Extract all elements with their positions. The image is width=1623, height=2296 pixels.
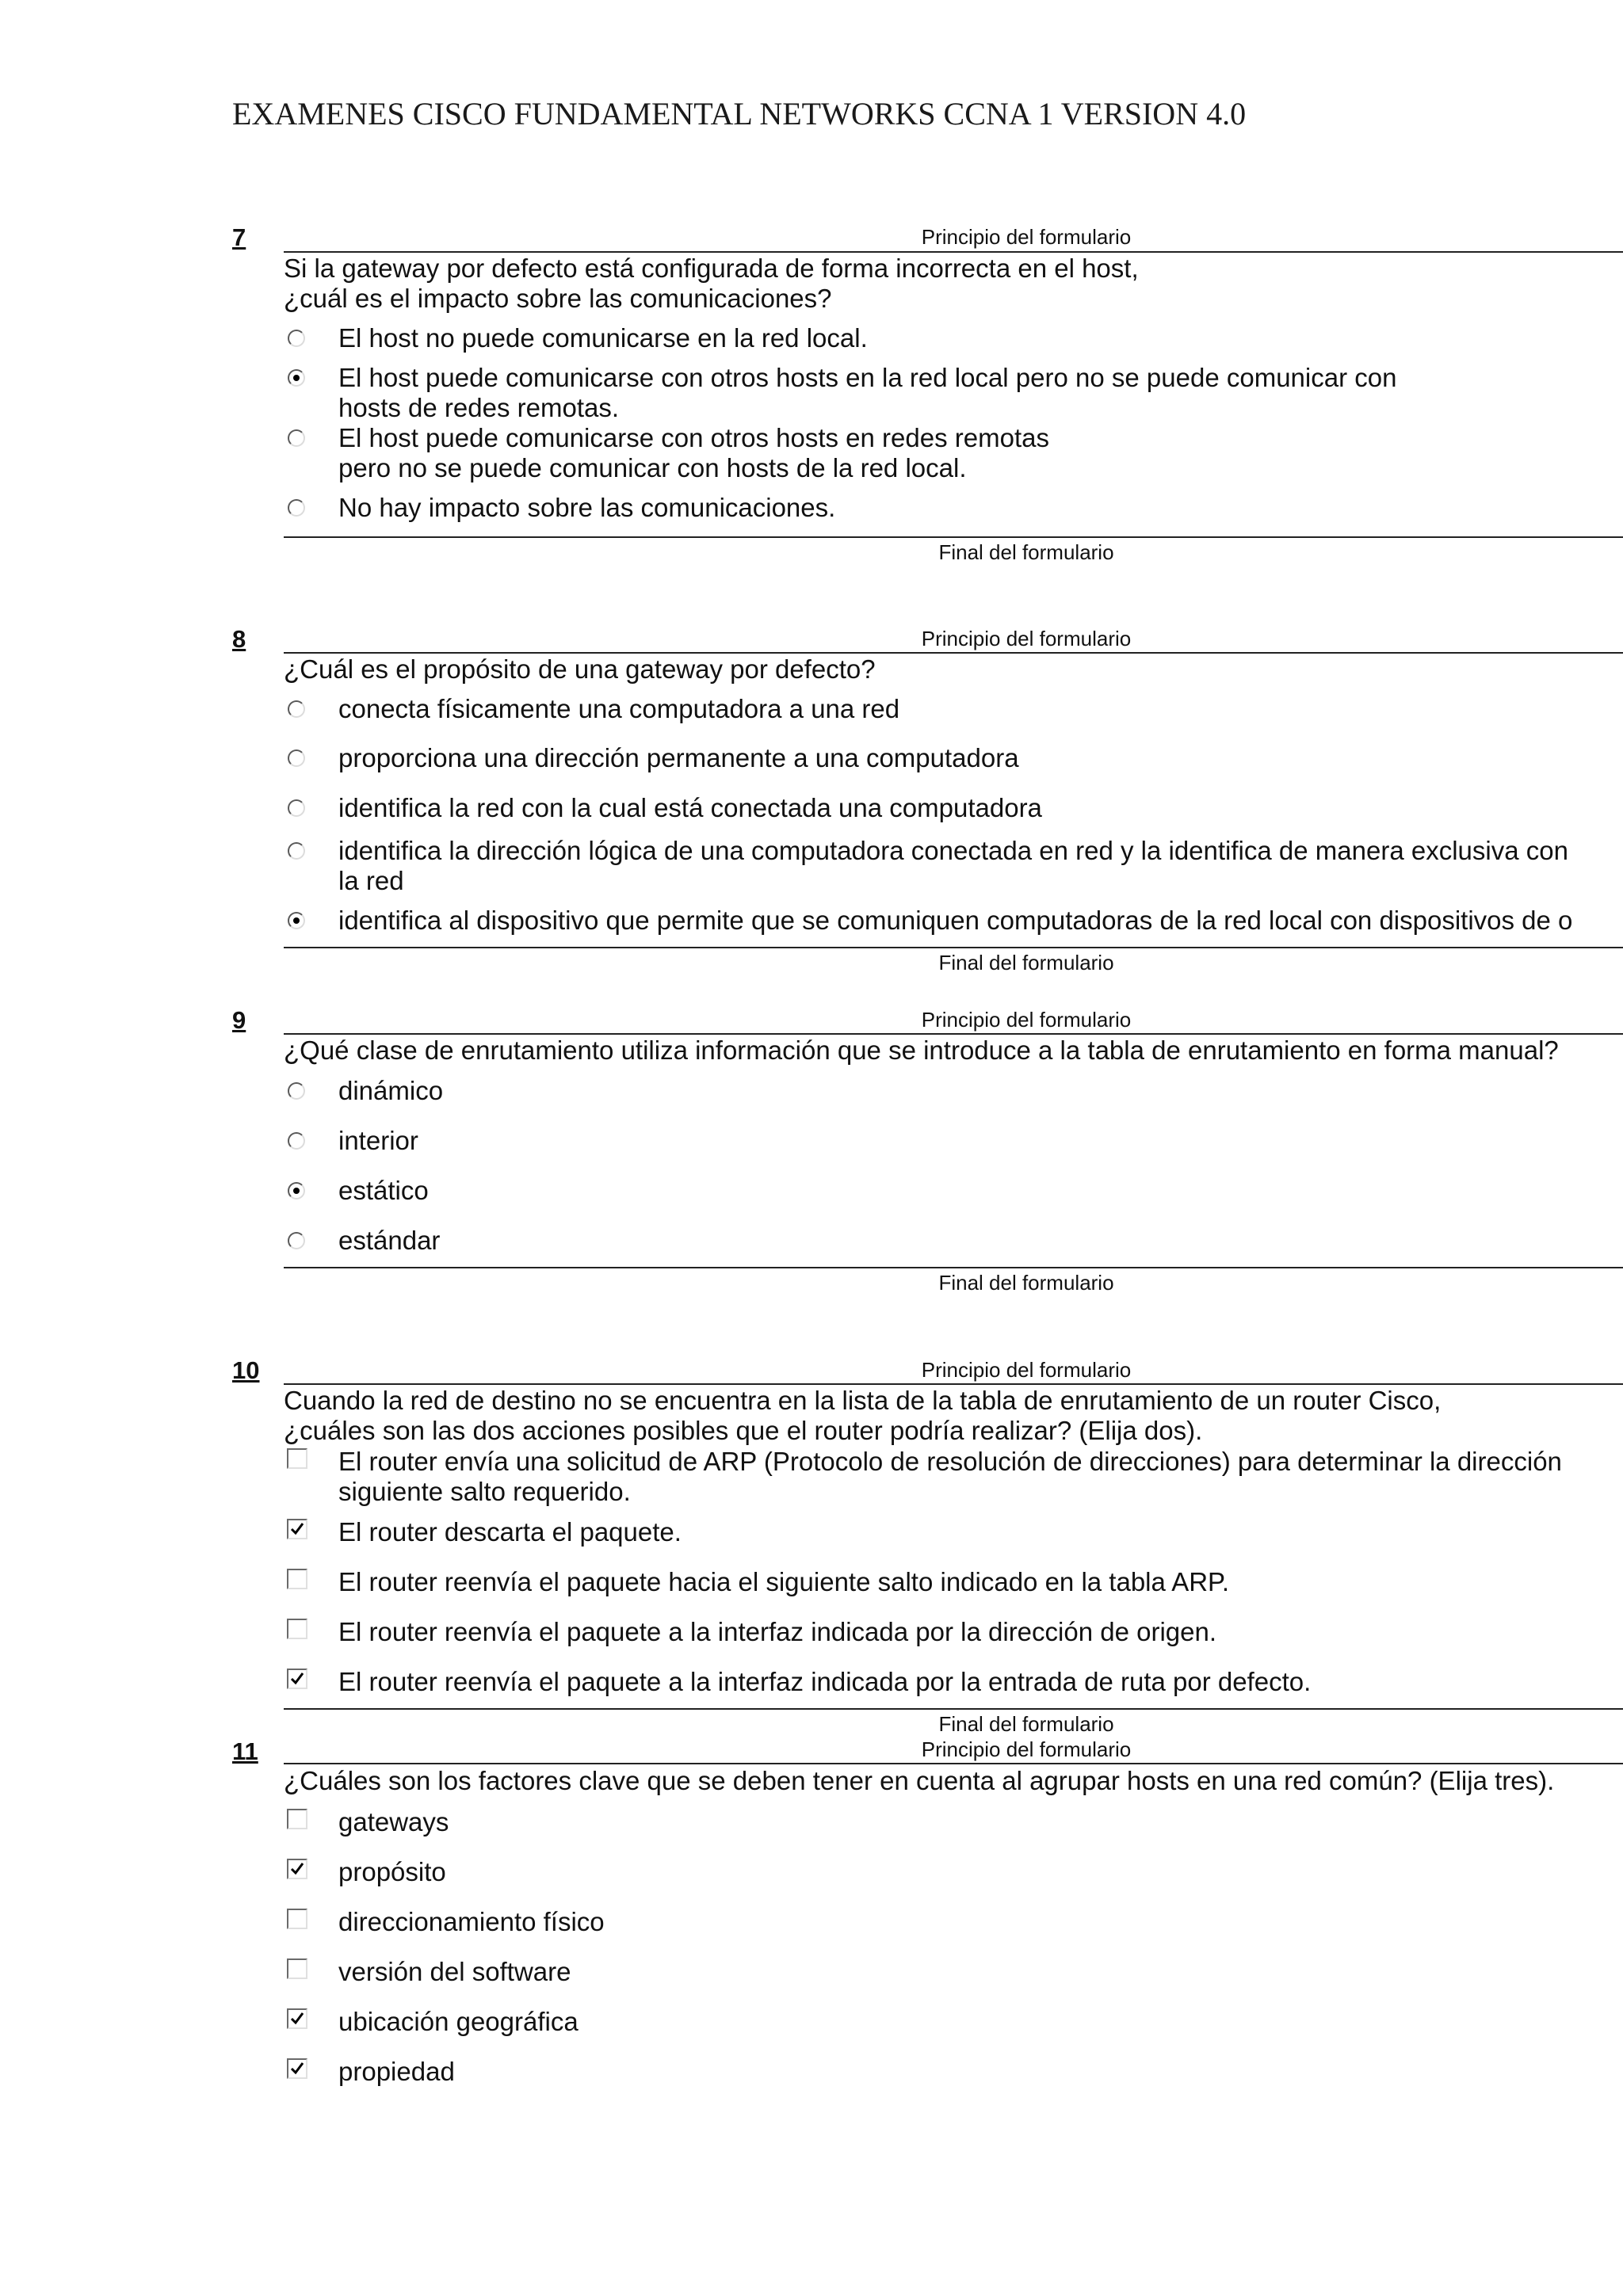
form-divider bbox=[284, 536, 1623, 538]
radio-button[interactable] bbox=[288, 330, 305, 347]
answer-option-label: direccionamiento físico bbox=[338, 1907, 605, 1936]
answer-option-label: interior bbox=[338, 1126, 418, 1155]
page-header: EXAMENES CISCO FUNDAMENTAL NETWORKS CCNA 1 VERSION 4.0 bbox=[232, 96, 1247, 132]
radio-button[interactable] bbox=[288, 1132, 305, 1150]
answer-option-label: versión del software bbox=[338, 1957, 571, 1986]
answer-option-label: identifica la red con la cual está conectada una computadora bbox=[338, 793, 1042, 822]
checkbox[interactable] bbox=[287, 1669, 307, 1689]
form-start-label: Principio del formulario bbox=[921, 627, 1132, 650]
question-number: 7 bbox=[232, 223, 246, 251]
answer-option-label: El host no puede comunicarse en la red local. bbox=[338, 323, 868, 353]
checkbox[interactable] bbox=[287, 2058, 307, 2079]
answer-option-label: ubicación geográfica bbox=[338, 2007, 579, 2036]
answer-option-label: dinámico bbox=[338, 1076, 444, 1105]
form-start-label: Principio del formulario bbox=[921, 225, 1132, 249]
checkmark-icon bbox=[289, 1521, 305, 1537]
radio-button[interactable] bbox=[288, 369, 305, 387]
checkbox[interactable] bbox=[287, 1519, 307, 1539]
form-divider bbox=[284, 1708, 1623, 1710]
form-end-label: Final del formulario bbox=[938, 1712, 1114, 1736]
checkbox[interactable] bbox=[287, 1448, 307, 1469]
answer-option-label: gateways bbox=[338, 1807, 449, 1836]
answer-option-label: El router reenvía el paquete a la interfaz indicada por la dirección de origen. bbox=[338, 1617, 1217, 1646]
answer-option-label: propiedad bbox=[338, 2057, 455, 2086]
question-number: 8 bbox=[232, 625, 246, 653]
checkbox[interactable] bbox=[287, 2008, 307, 2029]
question-text: ¿Cuáles son los factores clave que se deben tener en cuenta al agrupar hosts en una red común? (Elija tres). bbox=[284, 1766, 1555, 1795]
checkbox[interactable] bbox=[287, 1859, 307, 1879]
form-start-label: Principio del formulario bbox=[921, 1358, 1132, 1382]
radio-button[interactable] bbox=[288, 1082, 305, 1100]
form-end-label: Final del formulario bbox=[938, 951, 1114, 974]
radio-button[interactable] bbox=[288, 799, 305, 817]
answer-option-label: identifica la dirección lógica de una computadora conectada en red y la identifica de manera exclusiva con la red bbox=[338, 836, 1568, 895]
answer-option-label: El router reenvía el paquete a la interfaz indicada por la entrada de ruta por defecto. bbox=[338, 1667, 1312, 1696]
answer-option-label: conecta físicamente una computadora a una red bbox=[338, 694, 900, 723]
answer-option-label: identifica al dispositivo que permite que se comuniquen computadoras de la red local con dispositivos de o bbox=[338, 906, 1573, 935]
question-text: ¿Qué clase de enrutamiento utiliza información que se introduce a la tabla de enrutamiento en forma manual? bbox=[284, 1035, 1559, 1065]
question-number: 10 bbox=[232, 1356, 260, 1384]
checkmark-icon bbox=[289, 1861, 305, 1877]
form-start-label: Principio del formulario bbox=[921, 1008, 1132, 1032]
question-number: 11 bbox=[232, 1737, 258, 1765]
checkbox[interactable] bbox=[287, 1909, 307, 1929]
checkmark-icon bbox=[289, 1671, 305, 1687]
answer-option-label: El router reenvía el paquete hacia el siguiente salto indicado en la tabla ARP. bbox=[338, 1567, 1229, 1596]
answer-option-label: El host puede comunicarse con otros hosts en la red local pero no se puede comunicar con hosts de redes remotas. bbox=[338, 363, 1397, 422]
radio-button[interactable] bbox=[288, 429, 305, 447]
checkbox[interactable] bbox=[287, 1958, 307, 1979]
checkmark-icon bbox=[289, 2061, 305, 2077]
answer-option-label: estático bbox=[338, 1176, 429, 1205]
question-text: ¿Cuál es el propósito de una gateway por defecto? bbox=[284, 654, 876, 684]
form-divider bbox=[284, 251, 1623, 253]
radio-button[interactable] bbox=[288, 1232, 305, 1249]
radio-selected-dot bbox=[293, 375, 300, 381]
answer-option-label: El host puede comunicarse con otros hosts en redes remotas pero no se puede comunicar con hosts de la red local. bbox=[338, 423, 1049, 482]
checkmark-icon bbox=[289, 2011, 305, 2027]
question-number: 9 bbox=[232, 1006, 246, 1034]
radio-button[interactable] bbox=[288, 912, 305, 929]
form-divider bbox=[284, 947, 1623, 948]
form-divider bbox=[284, 1267, 1623, 1268]
form-end-label: Final del formulario bbox=[938, 540, 1114, 564]
answer-option-label: proporciona una dirección permanente a una computadora bbox=[338, 743, 1019, 772]
form-divider bbox=[284, 652, 1623, 654]
radio-selected-dot bbox=[293, 917, 300, 924]
answer-option-label: El router descarta el paquete. bbox=[338, 1517, 682, 1547]
form-divider bbox=[284, 1763, 1623, 1764]
answer-option-label: propósito bbox=[338, 1857, 446, 1886]
form-start-label: Principio del formulario bbox=[921, 1737, 1132, 1761]
radio-button[interactable] bbox=[288, 1182, 305, 1199]
answer-option-label: No hay impacto sobre las comunicaciones. bbox=[338, 493, 836, 522]
form-divider bbox=[284, 1383, 1623, 1385]
radio-button[interactable] bbox=[288, 749, 305, 767]
radio-selected-dot bbox=[293, 1188, 300, 1194]
form-end-label: Final del formulario bbox=[938, 1271, 1114, 1295]
checkbox[interactable] bbox=[287, 1809, 307, 1829]
checkbox[interactable] bbox=[287, 1619, 307, 1639]
radio-button[interactable] bbox=[288, 499, 305, 517]
question-text: Si la gateway por defecto está configurada de forma incorrecta en el host, ¿cuál es el impacto sobre las comunicaciones? bbox=[284, 254, 1139, 313]
checkbox[interactable] bbox=[287, 1569, 307, 1589]
answer-option-label: estándar bbox=[338, 1226, 441, 1255]
radio-button[interactable] bbox=[288, 842, 305, 860]
radio-button[interactable] bbox=[288, 700, 305, 718]
answer-option-label: El router envía una solicitud de ARP (Protocolo de resolución de direcciones) para determinar la dirección siguiente salto requerido. bbox=[338, 1447, 1562, 1506]
question-text: Cuando la red de destino no se encuentra en la lista de la tabla de enrutamiento de un router Cisco, ¿cuáles son las dos acciones posibles que el router podría realizar? (Elija dos). bbox=[284, 1386, 1442, 1445]
form-divider bbox=[284, 1033, 1623, 1035]
